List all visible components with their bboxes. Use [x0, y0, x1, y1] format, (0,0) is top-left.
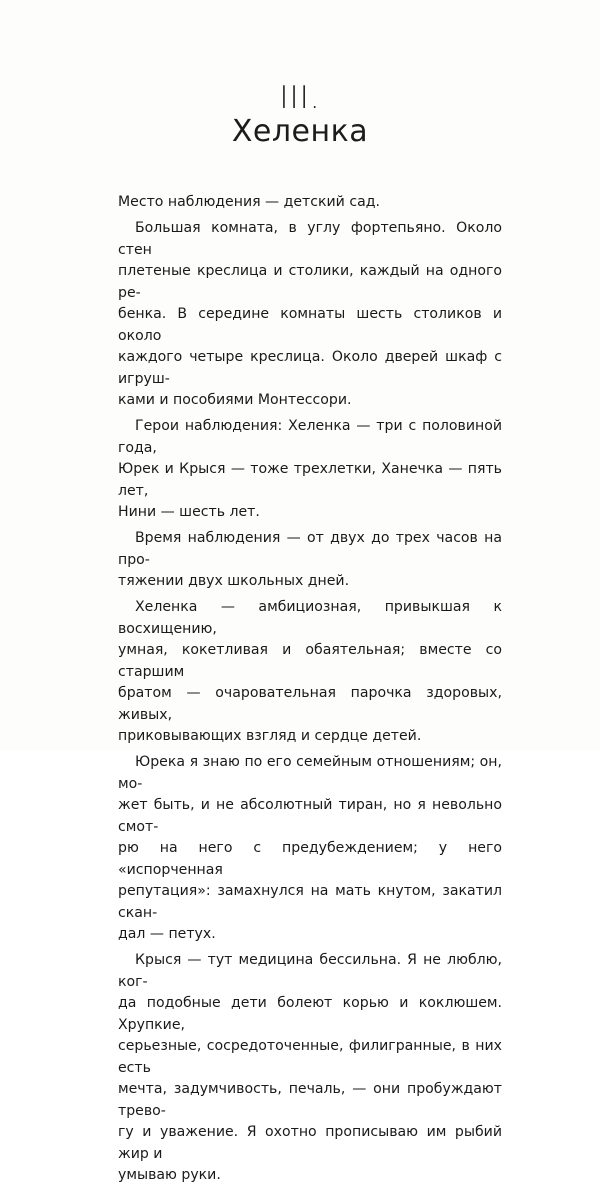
- paragraph-jurek: Юрека я знаю по его семейным отношениям; он, мо- жет быть, и не абсолютный тиран, но я невольно смот- рю на него с предубеждением; у него «испорченная репутация»: замахнулся на мать кнутом, закатил скан- дал — петух.: [118, 754, 502, 942]
- paragraph-time: Время наблюдения — от двух до трех часов на про- тяжении двух школьных дней.: [118, 530, 502, 589]
- paragraph-krysia: Крыся — тут медицина бессильна. Я не люблю, ког- да подобные дети болеют корью и коклюшем. Хрупкие, серьезные, сосредоточенные, филигранные, в них есть мечта, задумчивость, печаль, — они пробуждают трево- гу и уважение. Я охотно прописываю им рыбий жир и умываю руки.: [118, 952, 502, 1183]
- paragraph-heroes: Герои наблюдения: Хеленка — три с половиной года, Юрек и Крыся — тоже трехлетки, Ханечка — пять лет, Нини — шесть лет.: [118, 418, 502, 520]
- paragraph-location: Место наблюдения — детский сад.: [118, 194, 380, 210]
- chapter-number: III.: [279, 80, 321, 116]
- chapter-title: Хеленка: [231, 114, 369, 149]
- body-text: [118, 192, 502, 1191]
- paragraph-room: Большая комната, в углу фортепьяно. Около стен плетеные креслица и столики, каждый на одного ре- бенка. В середине комнаты шесть столиков и около каждого четыре креслица. Около дверей шкаф с игруш- ками и пособиями Монтессори.: [118, 220, 502, 408]
- paragraph-helenka: Хеленка — амбициозная, привыкшая к восхищению, умная, кокетливая и обаятельная; вместе со старшим братом — очаровательная парочка здоровых, живых, приковывающих взгляд и сердце детей.: [118, 599, 502, 744]
